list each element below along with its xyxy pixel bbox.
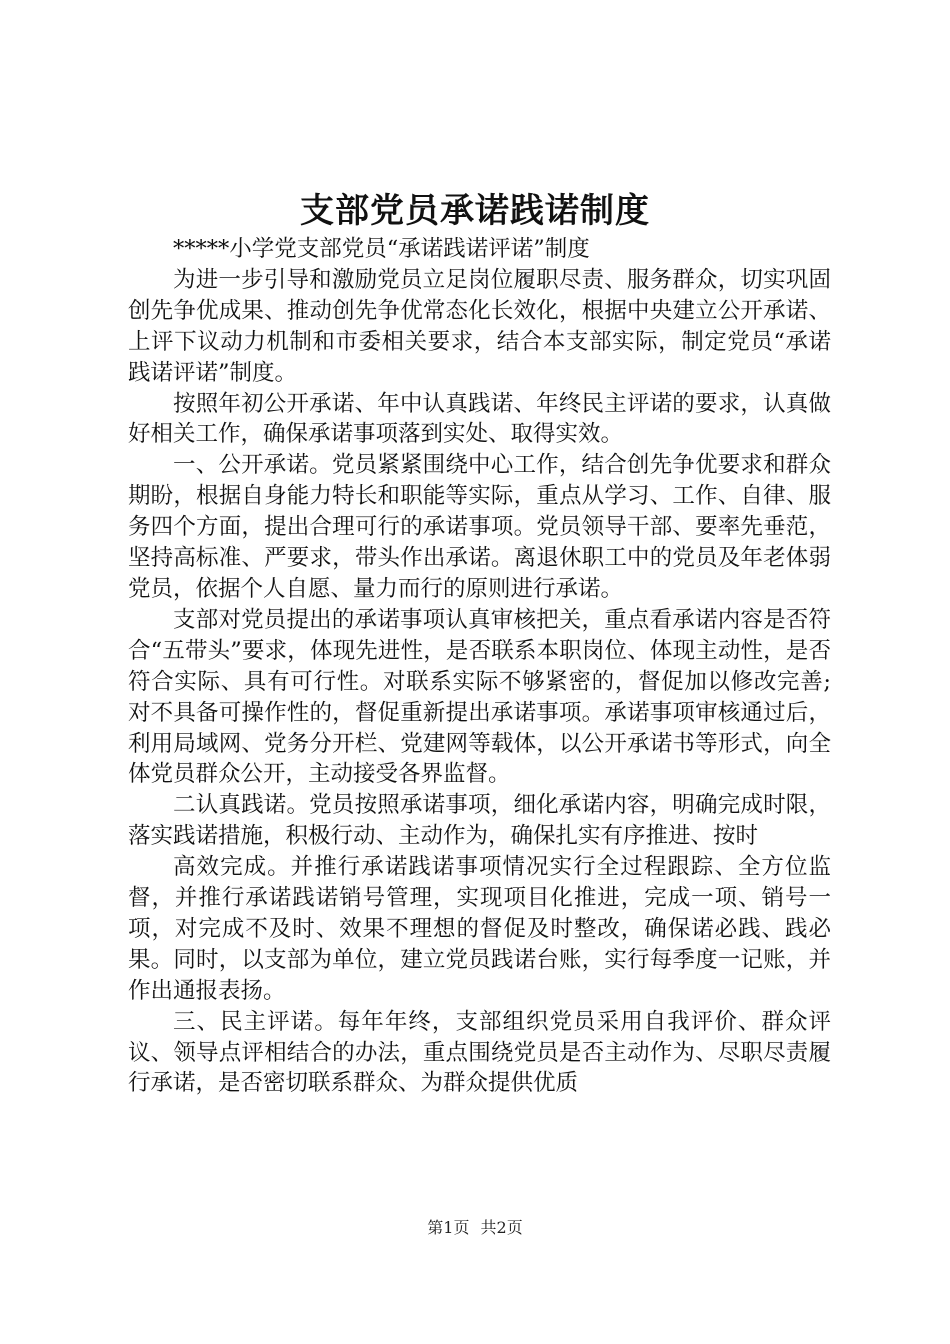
page-footer	[0, 1215, 950, 1238]
page-total: 共2页	[480, 1218, 523, 1237]
paragraph-democratic-evaluation: 三、民主评诺。每年年终，支部组织党员采用自我评价、群众评议、领导点评相结合的办法，重点围绕党员是否主动作为、尽职尽责履行承诺，是否密切联系群众、为群众提供优质	[128, 1008, 831, 1097]
document-subtitle: *****小学党支部党员“承诺践诺评诺”制度	[173, 236, 590, 262]
paragraph-efficient-completion: 高效完成。并推行承诺践诺事项情况实行全过程跟踪、全方位监督，并推行承诺践诺销号管理，实现项目化推进，完成一项、销号一项，对完成不及时、效果不理想的督促及时整改，确保诺必践、践必果。同时，以支部为单位，建立党员践诺台账，实行每季度一记账，并作出通报表扬。	[128, 854, 831, 1004]
paragraph-review: 支部对党员提出的承诺事项认真审核把关，重点看承诺内容是否符合“五带头”要求，体现先进性，是否联系本职岗位、体现主动性，是否符合实际、具有可行性。对联系实际不够紧密的，督促加以修改完善;对不具备可操作性的，督促重新提出承诺事项。承诺事项审核通过后，利用局域网、党务分开栏、党建网等载体，以公开承诺书等形式，向全体党员群众公开，主动接受各界监督。	[128, 606, 831, 788]
document-title: 支部党员承诺践诺制度	[300, 191, 650, 231]
paragraph-public-commitment: 一、公开承诺。党员紧紧围绕中心工作，结合创先争优要求和群众期盼，根据自身能力特长和职能等实际，重点从学习、工作、自律、服务四个方面，提出合理可行的承诺事项。党员领导干部、要率先垂范，坚持高标准、严要求，带头作出承诺。离退休职工中的党员及年老体弱党员，依据个人自愿、量力而行的原则进行承诺。	[128, 452, 831, 602]
paragraph-requirements: 按照年初公开承诺、年中认真践诺、年终民主评诺的要求，认真做好相关工作，确保承诺事项落到实处、取得实效。	[128, 390, 831, 448]
page-number: 第1页	[427, 1218, 470, 1237]
paragraph-fulfill-commitment: 二认真践诺。党员按照承诺事项，细化承诺内容，明确完成时限，落实践诺措施，积极行动、主动作为，确保扎实有序推进、按时	[128, 792, 831, 850]
document-body	[128, 234, 831, 1099]
paragraph-intro: 为进一步引导和激励党员立足岗位履职尽责、服务群众，切实巩固创先争优成果、推动创先争优常态化长效化，根据中央建立公开承诺、上评下议动力机制和市委相关要求，结合本支部实际，制定党员“承诺践诺评诺”制度。	[128, 266, 831, 386]
